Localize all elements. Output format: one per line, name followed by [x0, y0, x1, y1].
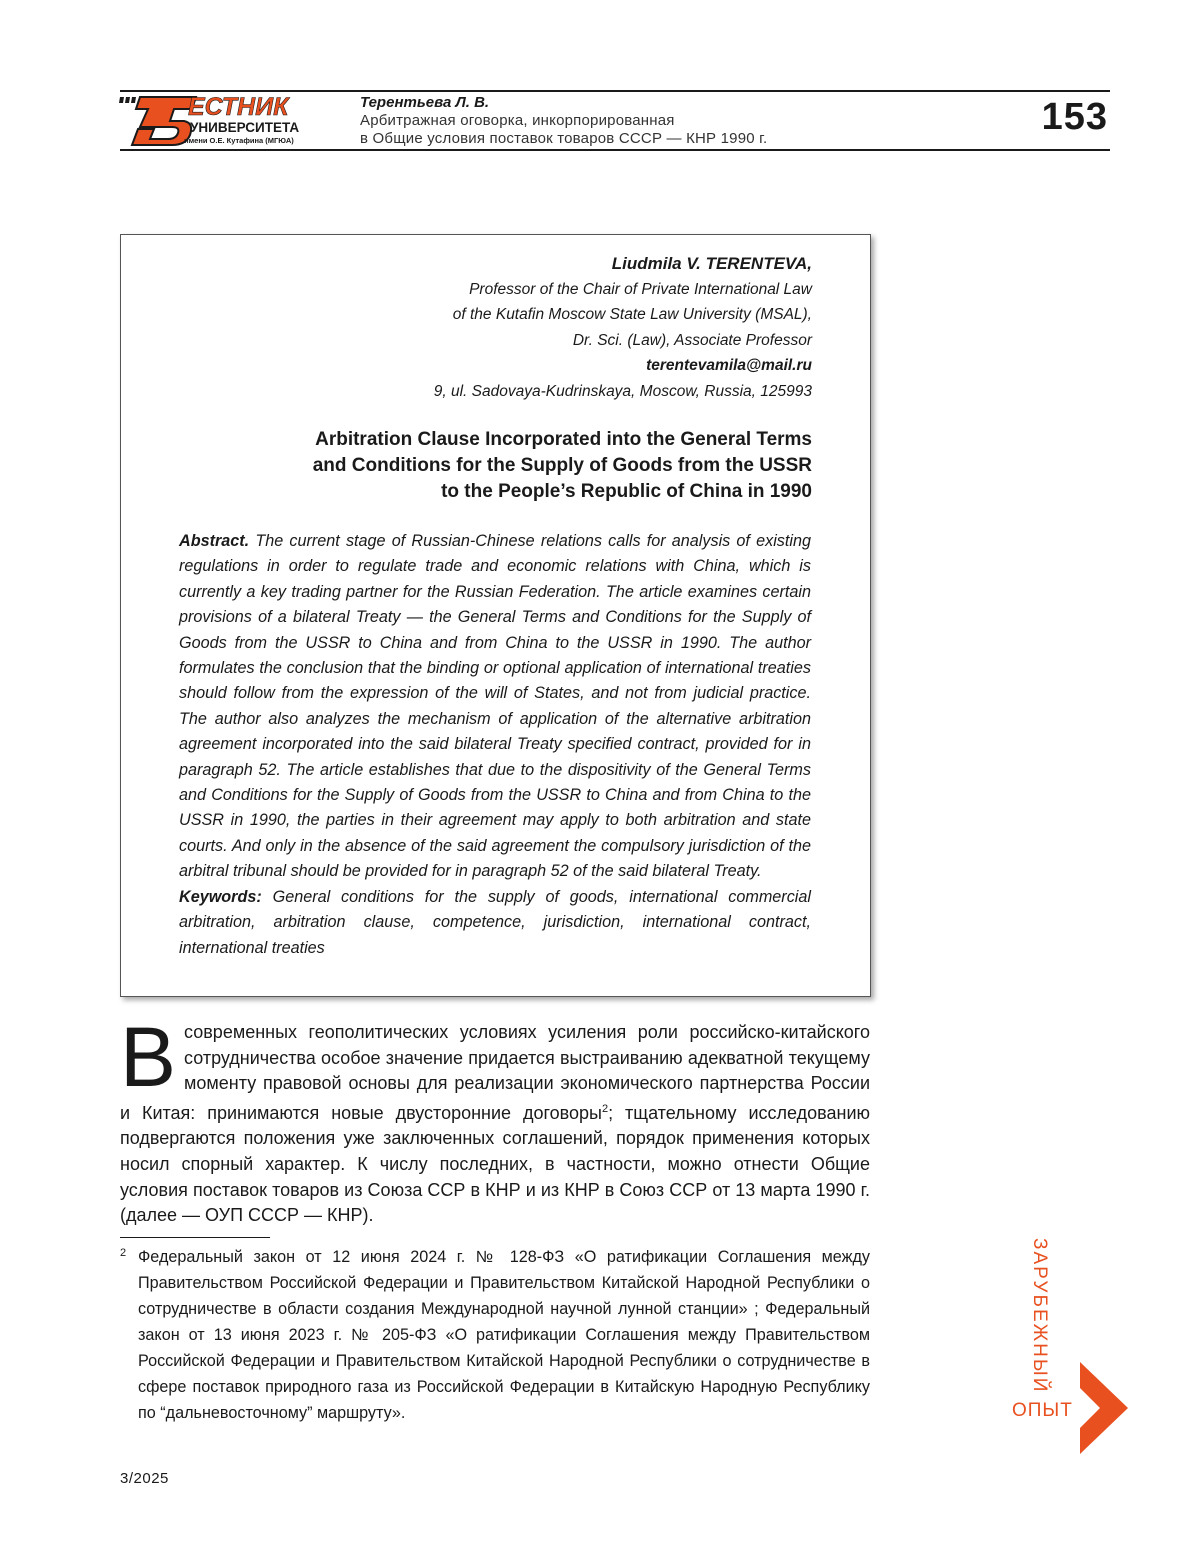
running-head-title-line2: в Общие условия поставок товаров СССР — КНР 1990 г.: [360, 130, 980, 148]
logo-word-vestnik: ЕСТНИК: [188, 93, 288, 122]
section-label-zarubezhny: ЗАРУБЕЖНЫЙ: [1028, 1238, 1050, 1393]
abstract-box: [120, 234, 871, 997]
running-head-title-line1: Арбитражная оговорка, инкорпорированная: [360, 112, 980, 130]
author-address: 9, ul. Sadovaya-Kudrinskaya, Moscow, Russia, 125993: [434, 379, 812, 405]
author-name: Liudmila V. TERENTEVA,: [434, 251, 812, 277]
footnote-marker: 2: [120, 1240, 126, 1266]
article-title-line1: Arbitration Clause Incorporated into the General Terms: [212, 427, 812, 453]
keywords-label: Keywords:: [179, 888, 262, 906]
running-head: [360, 94, 980, 148]
footnote-divider: [120, 1237, 270, 1238]
author-email-link[interactable]: terentevamila@mail.ru: [434, 353, 812, 379]
author-degree: Dr. Sci. (Law), Associate Professor: [434, 328, 812, 354]
issue-number: 3/2025: [120, 1470, 169, 1487]
abstract-body: The current stage of Russian-Chinese relations calls for analysis of existing regulations in order to regulate trade and economic relations with China, which is currently a key trading partner for the Russian Federation. The article examines certain provisions of a bilateral Treaty — the General Terms and Conditions for the Supply of Goods from the USSR to China and from China to the USSR in 1990. The author formulates the conclusion that the binding or optional application of international treaties should follow from the expression of the will of States, and not from judicial practice. The author also analyzes the mechanism of application of the alternative arbitration agreement incorporated into the said bilateral Treaty specified contract, provided for in paragraph 52. The article establishes that due to the dispositivity of the General Terms and Conditions for the Supply of Goods from the USSR to China and from China to the USSR in 1990, the parties in their agreement may apply to both arbitration and state courts. And only in the absence of the said agreement the compulsory jurisdiction of the arbitral tribunal should be provided for in paragraph 52 of the said bilateral Treaty.: [179, 532, 811, 880]
header-top-rule: [120, 90, 1110, 92]
body-text-part1: современных геополитических условиях усиления роли российско-китайского сотрудничества особое значение придается выстраиванию адекватной текущему моменту правовой основы для реализации экономического партнерства России и Китая: принимаются новые двусторонние договоры: [120, 1022, 870, 1123]
footnote-text: Федеральный закон от 12 июня 2024 г. № 128-ФЗ «О ратификации Соглашения между Правительством Российской Федерации и Правительством Китайской Народной Республики о сотрудничестве в области создания Международной научной лунной станции» ; Федеральный закон от 13 июня 2023 г. № 205-ФЗ «О ратификации Соглашения между Правительством Российской Федерации и Правительством Китайской Народной Республики о сотрудничестве в сфере поставок природного газа из Российской Федерации в Китайскую Народную Республику по “дальневосточному” маршруту».: [138, 1248, 870, 1422]
section-label-opyt: ОПЫТ: [1012, 1400, 1073, 1422]
article-title: [212, 427, 812, 505]
article-title-line3: to the People’s Republic of China in 1990: [212, 479, 812, 505]
abstract-text: [179, 529, 811, 961]
body-paragraph: [120, 1020, 870, 1229]
header-bottom-rule: [120, 149, 1110, 151]
author-position-line2: of the Kutafin Moscow State Law University (MSAL),: [434, 302, 812, 328]
article-title-line2: and Conditions for the Supply of Goods from the USSR: [212, 453, 812, 479]
logo-word-kutafin: имени О.Е. Кутафина (МГЮА): [184, 136, 294, 145]
section-arrow-icon: [1074, 1358, 1134, 1458]
logo-word-universiteta: УНИВЕРСИТЕТА: [190, 120, 299, 135]
author-block: [434, 251, 812, 405]
abstract-label: Abstract.: [179, 532, 249, 550]
footnote-reference[interactable]: 2: [602, 1103, 608, 1115]
author-position-line1: Professor of the Chair of Private International Law: [434, 277, 812, 303]
journal-logo: [118, 93, 323, 149]
page-number: 153: [1042, 96, 1108, 139]
section-tab: [1000, 1230, 1140, 1470]
keywords-body: General conditions for the supply of goods, international commercial arbitration, arbitration clause, competence, jurisdiction, international contract, international treaties: [179, 888, 811, 957]
running-head-author: Терентьева Л. В.: [360, 94, 980, 112]
body-text-part2: ; тщательному исследованию подвергаются положения уже заключенных соглашений, порядок применения которых носил спорный характер. К числу последних, в частности, можно отнести Общие условия поставок товаров из Союза ССР в КНР и из КНР в Союз ССР от 13 марта 1990 г. (далее — ОУП СССР — КНР).: [120, 1103, 870, 1225]
footnote: [138, 1244, 870, 1426]
drop-cap: В: [120, 1022, 176, 1094]
